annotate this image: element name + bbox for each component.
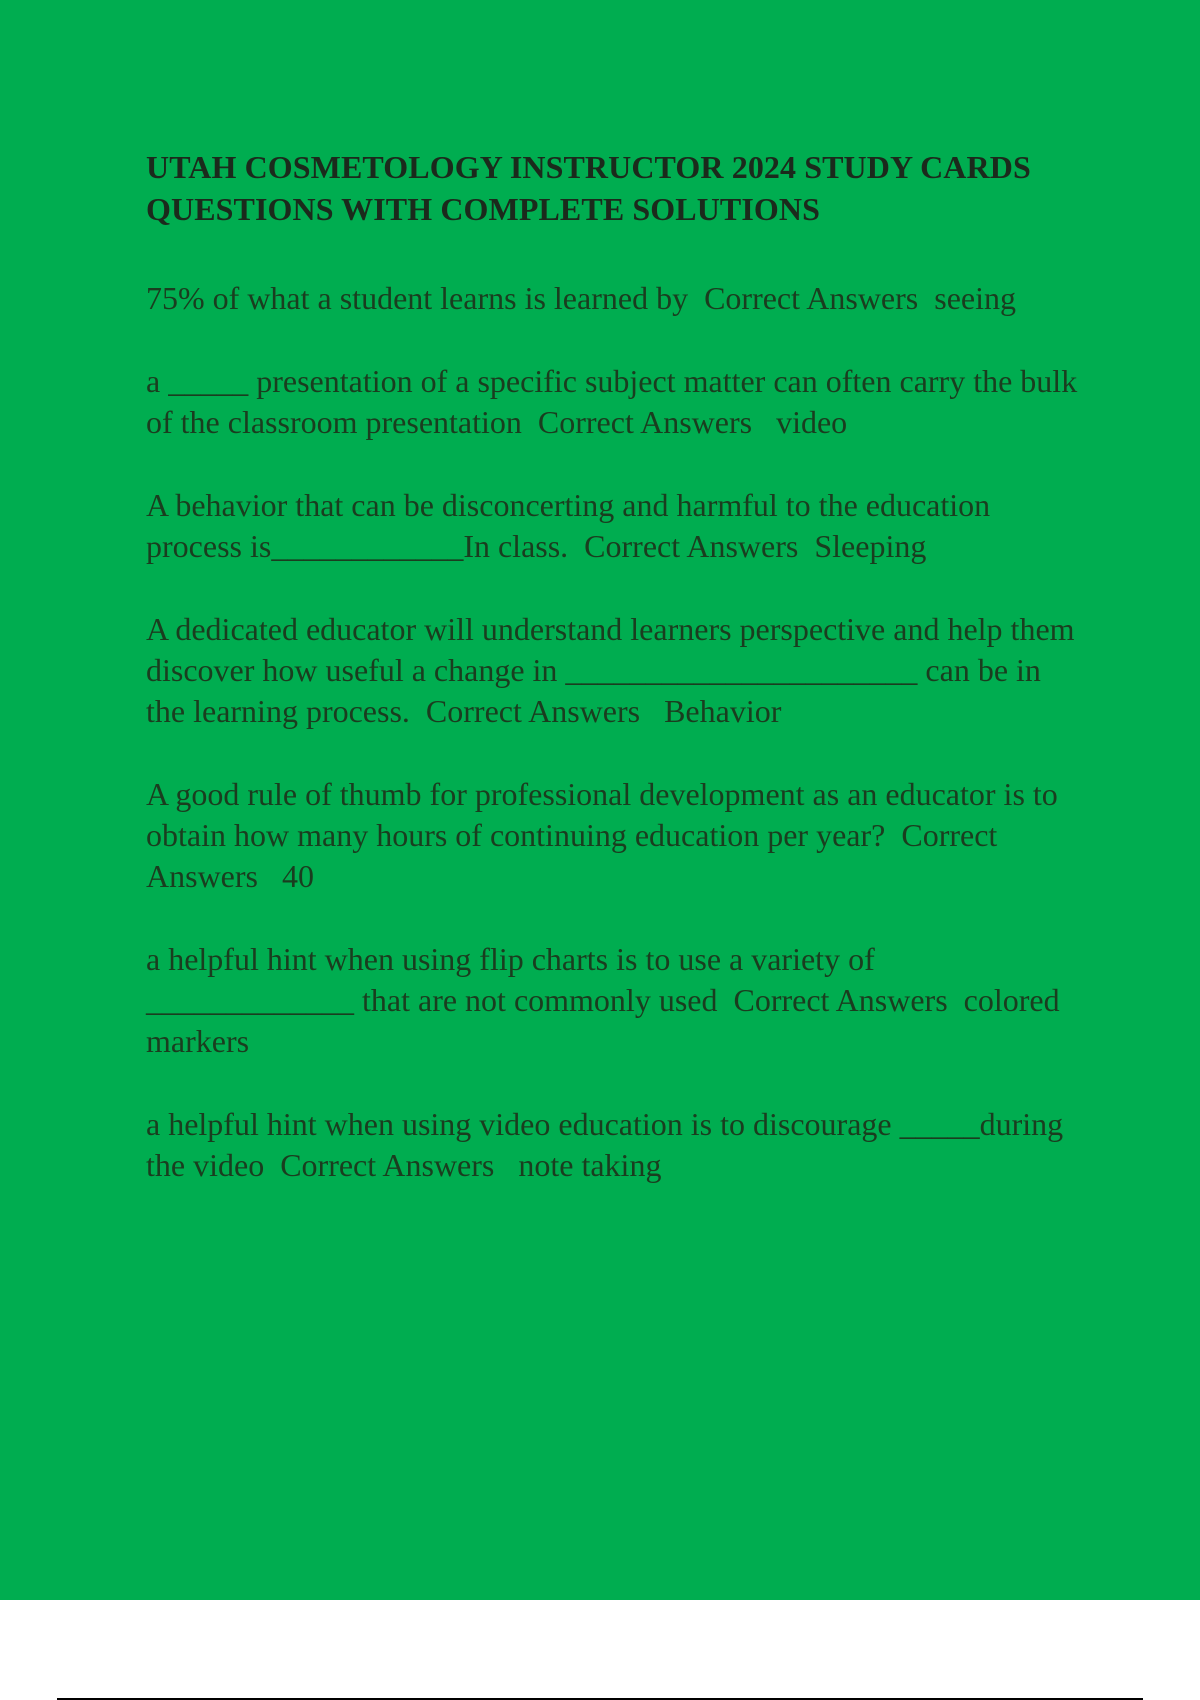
question-item: 75% of what a student learns is learned by Correct Answers seeing bbox=[146, 280, 1016, 316]
document-title: UTAH COSMETOLOGY INSTRUCTOR 2024 STUDY CARDS QUESTIONS WITH COMPLETE SOLUTIONS bbox=[146, 149, 1031, 227]
question-item: a helpful hint when using video education is to discourage _____during the video Correct Answers note taking bbox=[146, 1106, 1072, 1183]
question-item: a helpful hint when using flip charts is to use a variety of _____________ that are not commonly used Correct Answers colored markers bbox=[146, 941, 1068, 1059]
question-item: a _____ presentation of a specific subject matter can often carry the bulk of the classroom presentation Correct Answers video bbox=[146, 363, 1086, 440]
question-item: A good rule of thumb for professional development as an educator is to obtain how many hours of continuing education per year? Correct Answers 40 bbox=[146, 776, 1066, 894]
question-list bbox=[146, 278, 1086, 1186]
question-item: A dedicated educator will understand learners perspective and help them discover how useful a change in ______________________ can be in the learning process. Correct Answers Behavior bbox=[146, 611, 1083, 729]
document-content bbox=[146, 146, 1086, 1228]
question-item: A behavior that can be disconcerting and harmful to the education process is____________In class. Correct Answers Sleeping bbox=[146, 487, 999, 564]
